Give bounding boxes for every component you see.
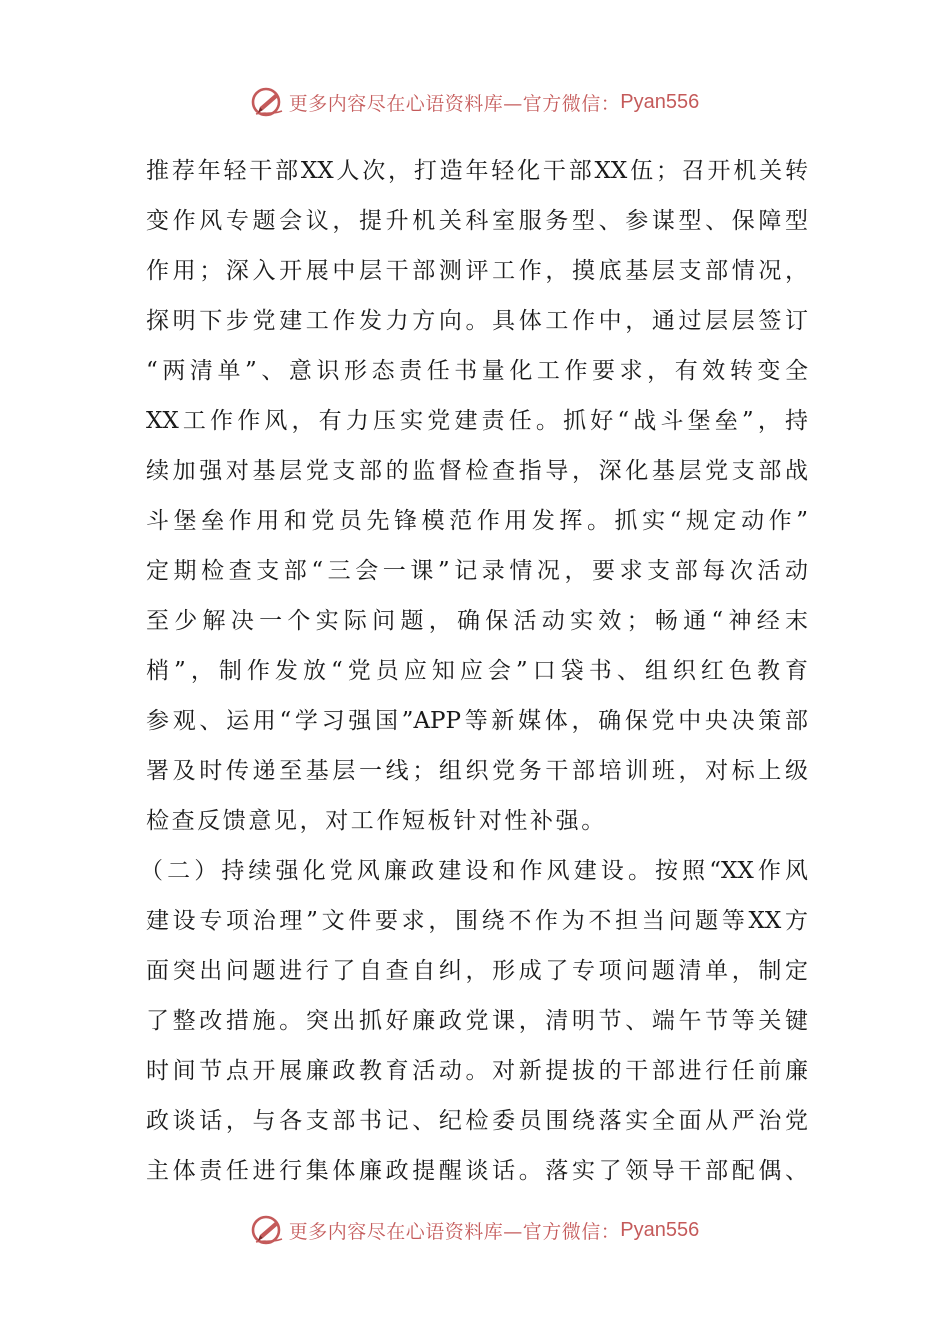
text-line: 主体责任进行集体廉政提醒谈话。落实了领导干部配偶、 — [146, 1158, 808, 1184]
watermark-text: 更多内容尽在心语资料库—官方微信： — [288, 1220, 621, 1243]
text-line: 政谈话，与各支部书记、纪检委员围绕落实全面从严治党 — [146, 1108, 808, 1134]
text-line: 署及时传递至基层一线；组织党务干部培训班，对标上级 — [146, 758, 808, 784]
watermark-wechat-id: Pyan556 — [620, 90, 700, 113]
text-line: 探明下步党建工作发力方向。具体工作中，通过层层签订 — [146, 308, 808, 334]
text-line: 梢”，制作发放“党员应知应会”口袋书、组织红色教育 — [146, 658, 808, 684]
document-body — [140, 146, 808, 1196]
watermark-wechat-id: Pyan556 — [620, 1218, 700, 1241]
header-watermark — [0, 82, 950, 122]
text-line: 时间节点开展廉政教育活动。对新提拔的干部进行任前廉 — [146, 1058, 808, 1084]
text-line: 续加强对基层党支部的监督检查指导，深化基层党支部战 — [146, 458, 808, 484]
section-heading-line: （二）持续强化党风廉政建设和作风建设。按照“XX作风 — [140, 858, 808, 884]
text-line: 参观、运用“学习强国”APP等新媒体，确保党中央决策部 — [146, 708, 808, 734]
text-line: 变作风专题会议，提升机关科室服务型、参谋型、保障型 — [146, 208, 808, 234]
watermark-text: 更多内容尽在心语资料库—官方微信： — [288, 92, 621, 115]
text-line: “两清单”、意识形态责任书量化工作要求，有效转变全 — [146, 358, 808, 384]
pen-logo-icon — [251, 85, 285, 119]
text-line: 检查反馈意见，对工作短板针对性补强。 — [146, 808, 607, 834]
text-line: 定期检查支部“三会一课”记录情况，要求支部每次活动 — [146, 558, 808, 584]
text-line: 了整改措施。突出抓好廉政党课，清明节、端午节等关键 — [146, 1008, 808, 1034]
footer-watermark — [0, 1210, 950, 1250]
text-line: 作用；深入开展中层干部测评工作，摸底基层支部情况， — [146, 258, 808, 284]
text-line: 面突出问题进行了自查自纠，形成了专项问题清单，制定 — [146, 958, 808, 984]
pen-logo-icon — [251, 1213, 285, 1247]
text-line: 推荐年轻干部XX人次，打造年轻化干部XX伍；召开机关转 — [146, 158, 808, 184]
text-line: 斗堡垒作用和党员先锋模范作用发挥。抓实“规定动作” — [146, 508, 808, 534]
text-line: XX工作作风，有力压实党建责任。抓好“战斗堡垒”，持 — [146, 408, 808, 434]
text-line: 建设专项治理”文件要求，围绕不作为不担当问题等XX方 — [146, 908, 808, 934]
text-line: 至少解决一个实际问题，确保活动实效；畅通“神经末 — [146, 608, 808, 634]
